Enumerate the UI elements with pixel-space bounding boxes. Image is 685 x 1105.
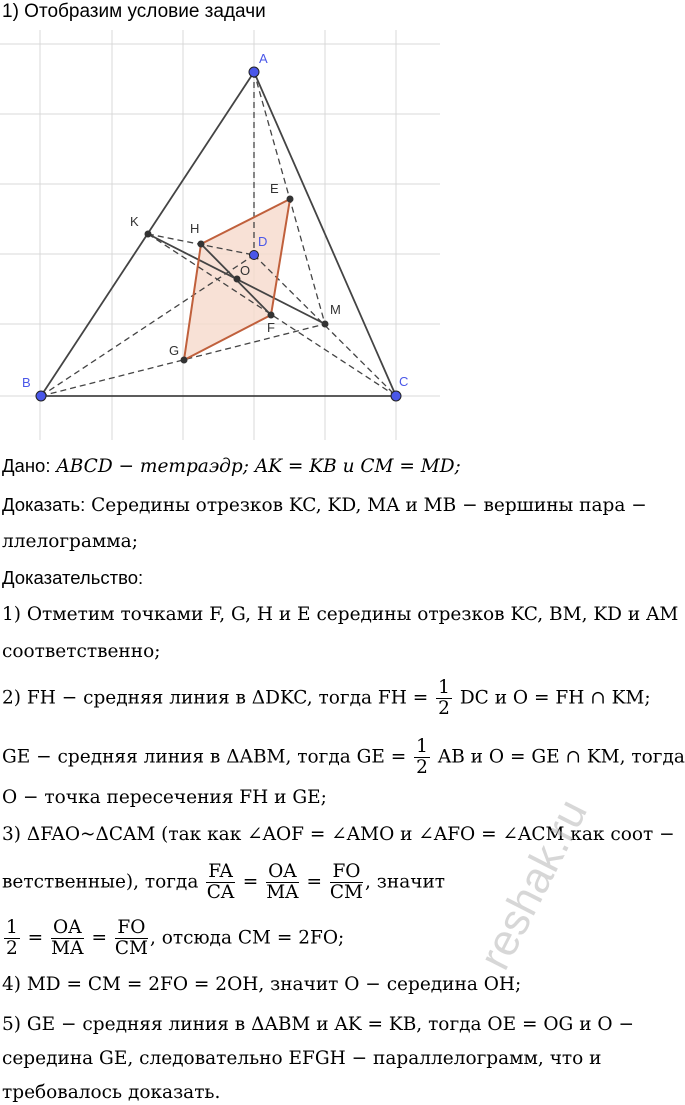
page-title: 1) Отобразим условие задачи	[2, 1, 266, 22]
label-b: B	[22, 375, 31, 390]
fraction-oa-ma	[266, 862, 299, 903]
frac-den: 2	[438, 698, 450, 719]
frac-num: FO	[330, 862, 363, 883]
fraction-half-2	[414, 737, 430, 778]
frac-den: CA	[206, 882, 235, 903]
label-h: H	[190, 221, 200, 236]
fraction-half-1	[436, 678, 452, 719]
label-f: F	[267, 320, 275, 335]
frac-den: 2	[416, 757, 428, 778]
prove-line-1	[2, 493, 647, 518]
step-3-line-c: $\frac{1}{2}$ = $\frac{OA}{MA}$ = $\frac{FO}{CM}$ , отсюда CM = 2FO;	[6, 917, 345, 959]
label-m: M	[330, 302, 341, 317]
label-d: D	[258, 234, 268, 249]
label-o: O	[240, 263, 251, 278]
step-2-line-c: O − точка пересечения FH и GE;	[2, 787, 327, 808]
step-3b-pre: ветственные), тогда	[2, 871, 199, 893]
point-c	[391, 391, 401, 401]
step-2-line-a	[2, 678, 651, 719]
point-e	[287, 196, 294, 203]
step-3c-post: , отсюда CM = 2FO;	[149, 927, 345, 949]
prove-label: Доказать:	[2, 494, 86, 515]
step-2b-post: AB и O = GE ∩ KM, тогда	[437, 746, 685, 768]
frac-den: CM	[114, 938, 148, 959]
point-m	[322, 321, 329, 328]
step-2a-pre: 2) FH − средняя линия в ΔDKC, тогда FH =	[2, 687, 429, 709]
step-1-line-b: соответственно;	[2, 641, 161, 662]
frac-num: OA	[268, 861, 297, 882]
step-3-line-b: ветственные), тогда $\frac{FA}{CA}$ = $\frac{OA}{MA}$ = $\frac{FO}{CM}$ , значит	[2, 861, 446, 903]
frac-den: MA	[266, 882, 299, 903]
frac-num: FO	[115, 918, 148, 939]
step-3-line-a: 3) ΔFAO~ΔCAM (так как ∠AOF = ∠AMO и ∠AFO = ∠ACM как соот −	[2, 824, 675, 845]
step-4-line: 4) MD = CM = 2FO = 2OH, значит O − середина OH;	[2, 974, 522, 995]
frac-den: 2	[6, 938, 18, 959]
given-text: ABCD − тетраэдр; AK = KB и CM = MD;	[56, 456, 461, 477]
label-a: A	[259, 51, 268, 66]
step-2-line-b	[2, 737, 685, 778]
label-g: G	[169, 343, 180, 358]
prove-line-2: ллелограмма;	[2, 531, 138, 552]
step-2b-pre: GE − средняя линия в ΔABM, тогда GE =	[2, 746, 407, 768]
frac-den: CM	[329, 882, 364, 903]
label-k: K	[130, 214, 139, 229]
watermark: reshak.ru	[470, 791, 597, 978]
frac-num: FA	[208, 861, 233, 882]
point-b	[36, 391, 46, 401]
point-a	[249, 67, 259, 77]
frac-num: 1	[416, 736, 428, 757]
frac-num: 1	[438, 677, 450, 698]
prove-text-1: Середины отрезков KC, KD, MA и MB − вершины пара −	[91, 495, 647, 516]
step-5-line-c: требовалось доказать.	[2, 1082, 221, 1103]
hidden-edges	[41, 72, 396, 396]
step-1-line-a: 1) Отметим точками F, G, H и E середины отрезков KC, BM, KD и AM	[2, 604, 679, 625]
fraction-oa-ma-2	[51, 918, 84, 959]
point-d	[250, 251, 259, 260]
fraction-fo-cm-2	[115, 918, 148, 959]
fraction-fa-ca	[206, 862, 235, 903]
tetrahedron-figure	[0, 30, 440, 440]
step-3b-post: , значит	[365, 871, 446, 893]
proof-label: Доказательство:	[2, 567, 144, 588]
given-label: Дано:	[2, 455, 51, 476]
label-c: C	[399, 374, 409, 389]
step-5-line-b: середина GE, следовательно EFGH − параллелограмм, что и	[2, 1048, 602, 1069]
frac-num: OA	[53, 917, 82, 938]
fraction-one-half	[4, 918, 20, 959]
point-f	[268, 312, 275, 319]
point-g	[181, 357, 188, 364]
fraction-fo-cm	[330, 862, 363, 903]
step-2a-post: DC и O = FH ∩ KM;	[459, 687, 651, 709]
point-h	[198, 241, 205, 248]
step-5-line-a: 5) GE − средняя линия в ΔABM и AK = KB, тогда OE = OG и O −	[2, 1014, 634, 1035]
frac-den: MA	[51, 938, 84, 959]
visible-edges	[41, 72, 396, 396]
given-line	[2, 454, 461, 479]
point-k	[145, 231, 152, 238]
frac-num: 1	[6, 917, 18, 938]
label-e: E	[270, 181, 279, 196]
